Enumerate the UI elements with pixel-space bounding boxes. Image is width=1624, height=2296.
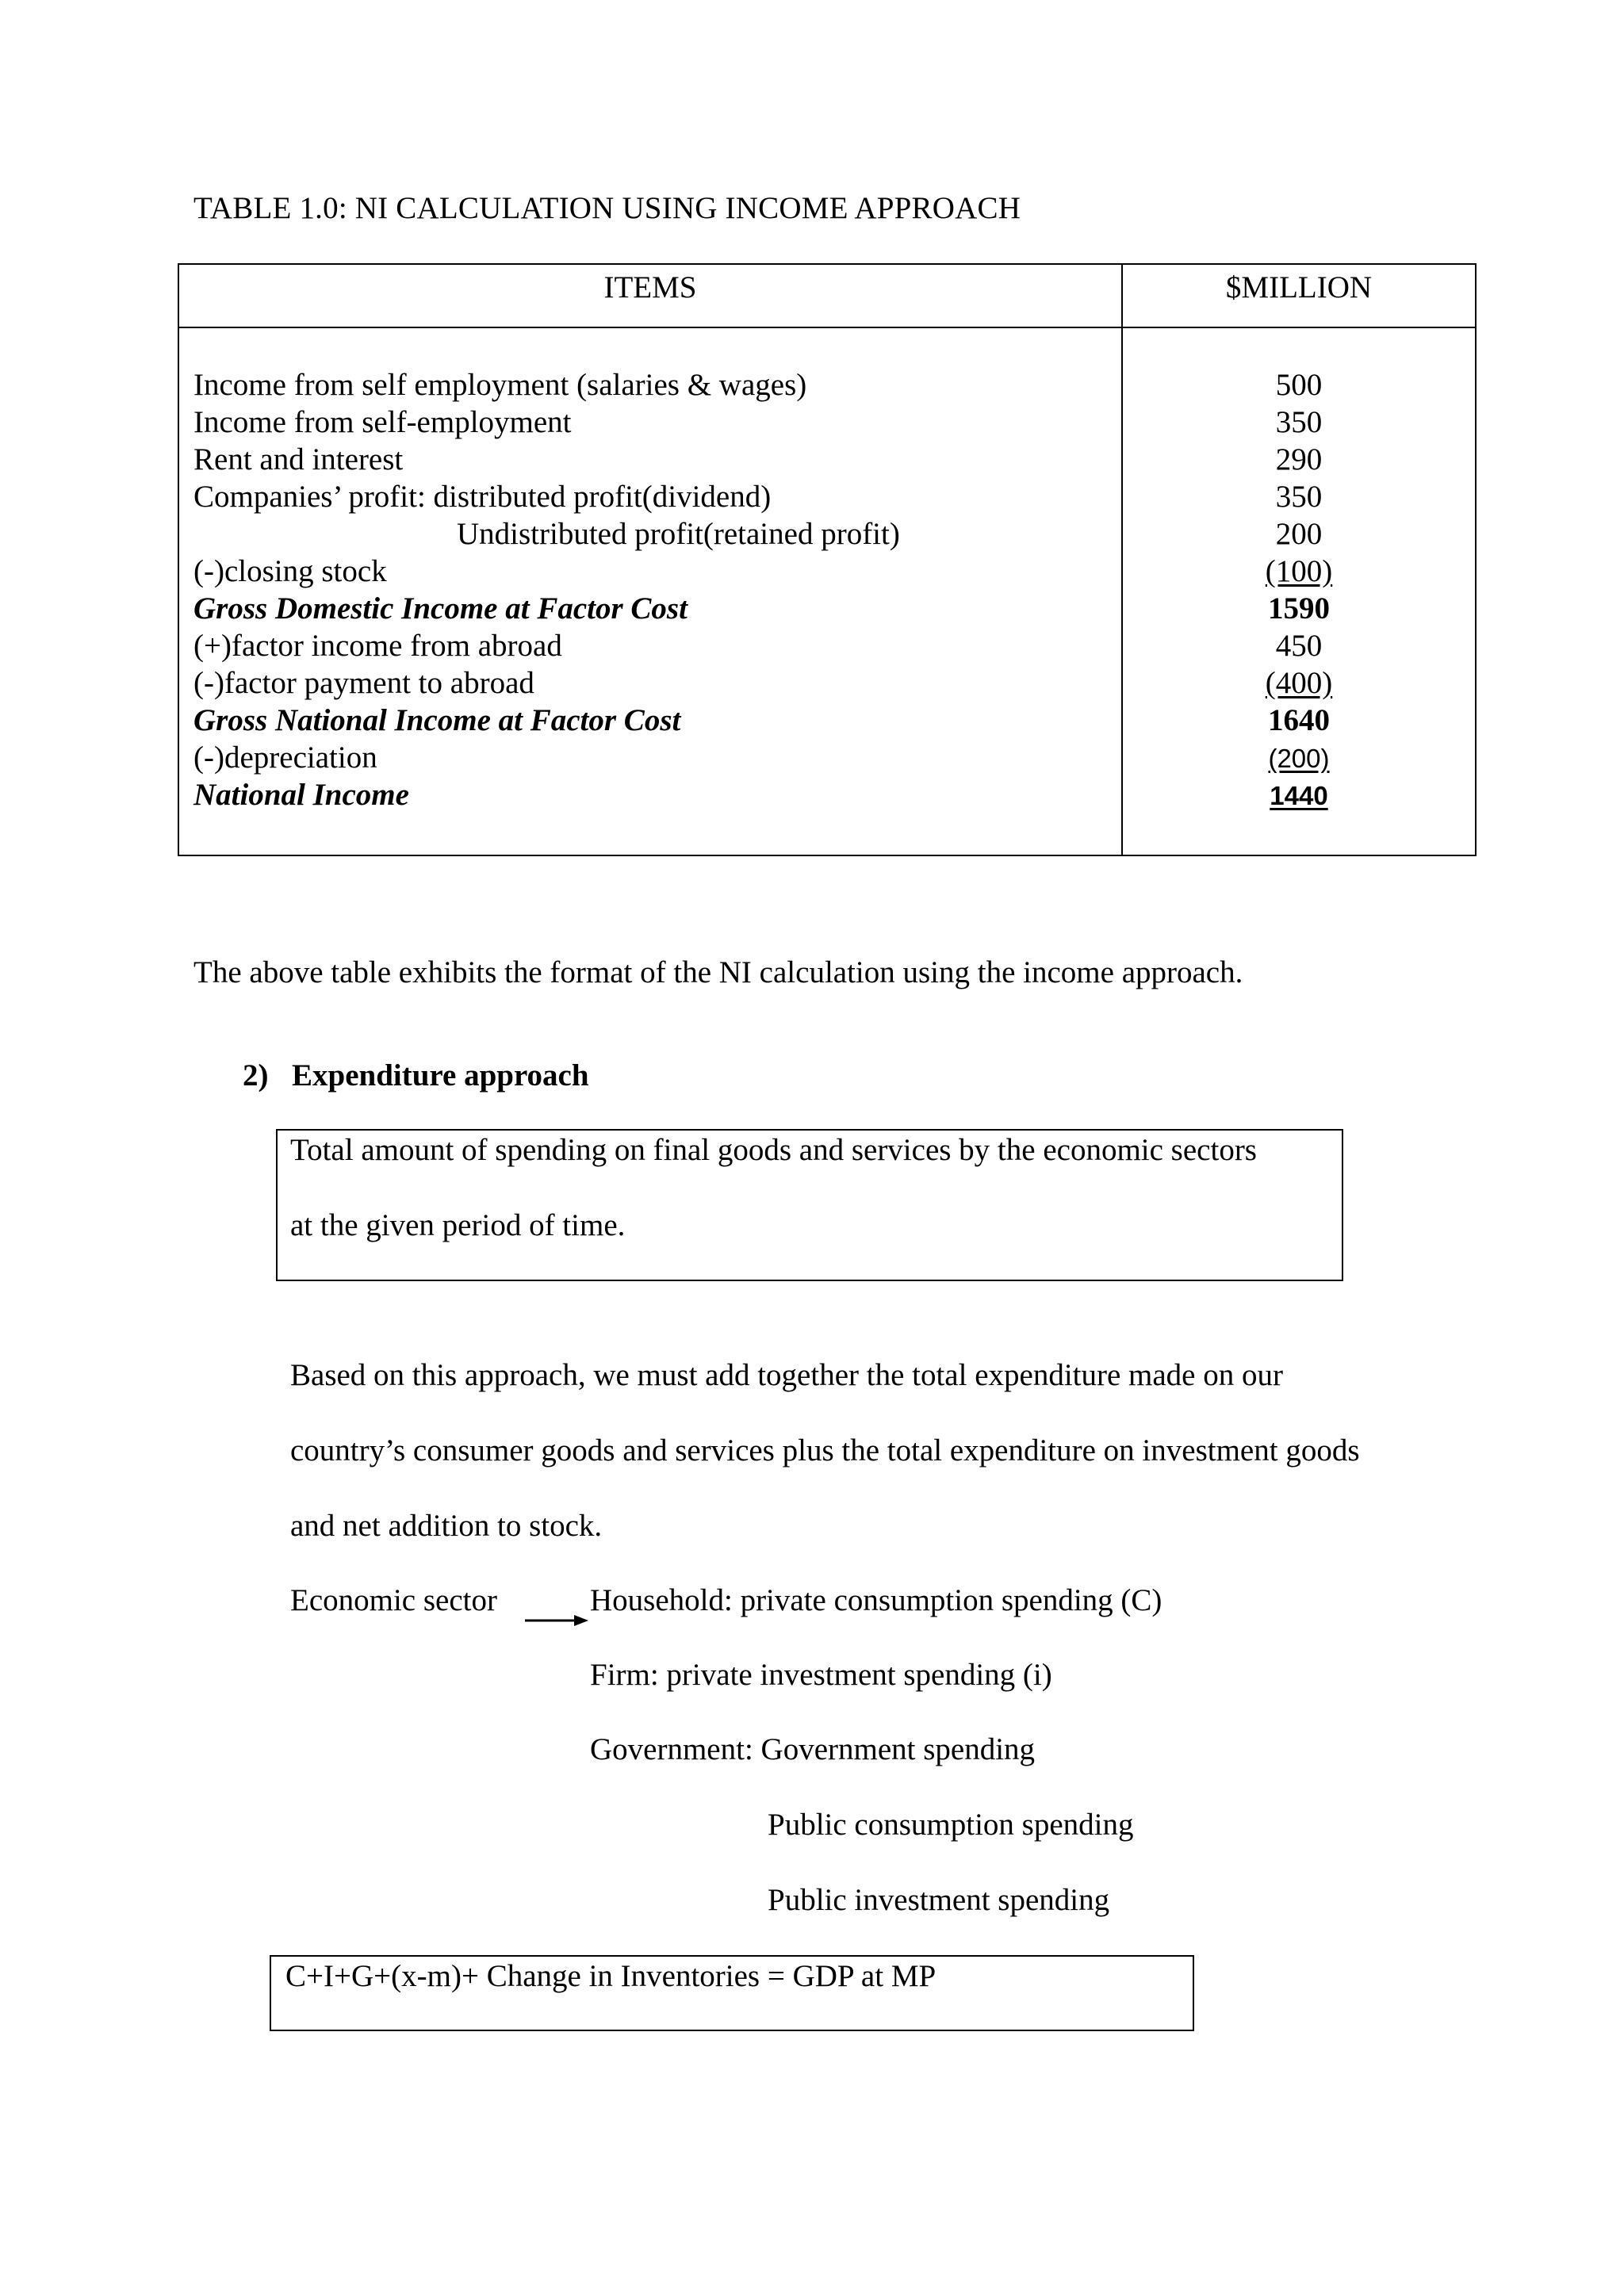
row-label: Gross National Income at Factor Cost — [193, 703, 681, 737]
household-item: Household: private consumption spending (C) — [590, 1583, 1162, 1617]
right-arrow-icon — [525, 1615, 588, 1626]
row-value: 1440 — [1270, 781, 1328, 810]
row-value: 500 — [1275, 368, 1323, 402]
row-value: 200 — [1275, 517, 1323, 551]
definition-line: Total amount of spending on final goods and services by the economic sectors — [290, 1133, 1257, 1167]
body-line: and net addition to stock. — [290, 1509, 603, 1543]
table-row — [179, 404, 1475, 441]
header-divider — [179, 327, 1475, 328]
row-value: (100) — [1265, 554, 1333, 588]
body-line: country’s consumer goods and services plus the total expenditure on investment goods — [290, 1433, 1360, 1468]
row-value: 290 — [1275, 442, 1323, 476]
public-consumption-item: Public consumption spending — [768, 1808, 1134, 1842]
table-caption: The above table exhibits the format of the NI calculation using the income approach. — [193, 955, 1243, 989]
body-line: Based on this approach, we must add together the total expenditure made on our — [290, 1358, 1283, 1392]
table-row — [179, 702, 1475, 739]
row-label: (+)factor income from abroad — [193, 629, 562, 663]
table-row — [179, 590, 1475, 627]
table-row — [179, 478, 1475, 515]
table-row — [179, 776, 1475, 813]
row-label: Income from self employment (salaries & wages) — [193, 368, 807, 402]
row-label: Companies’ profit: distributed profit(dividend) — [193, 480, 772, 514]
table-row — [179, 739, 1475, 776]
table-title: TABLE 1.0: NI CALCULATION USING INCOME APPROACH — [193, 191, 1021, 225]
section-heading: Expenditure approach — [292, 1058, 589, 1093]
row-label: (-)depreciation — [193, 740, 377, 775]
amount-column-header: $MILLION — [1225, 270, 1373, 304]
definition-line: at the given period of time. — [290, 1208, 626, 1242]
row-value: 350 — [1275, 405, 1323, 439]
section-number: 2) — [243, 1058, 269, 1093]
row-value: (200) — [1268, 744, 1330, 773]
row-value: 350 — [1275, 480, 1323, 514]
table-row — [179, 515, 1475, 553]
gdp-formula: C+I+G+(x-m)+ Change in Inventories = GDP at MP — [285, 1959, 936, 1993]
row-label: (-)factor payment to abroad — [193, 666, 534, 700]
row-value: 450 — [1275, 629, 1323, 663]
sector-label: Economic sector — [290, 1583, 497, 1617]
row-label: Rent and interest — [193, 442, 404, 476]
row-label: Income from self-employment — [193, 405, 572, 439]
public-investment-item: Public investment spending — [768, 1883, 1110, 1917]
firm-item: Firm: private investment spending (i) — [590, 1658, 1052, 1692]
row-value: 1640 — [1268, 703, 1330, 737]
row-label: Gross Domestic Income at Factor Cost — [193, 591, 688, 626]
income-approach-table — [178, 263, 1477, 856]
row-label: (-)closing stock — [193, 554, 387, 588]
table-row — [179, 553, 1475, 590]
row-label: National Income — [193, 778, 409, 812]
table-row — [179, 366, 1475, 404]
table-row — [179, 664, 1475, 702]
items-column-header: ITEMS — [603, 270, 697, 304]
row-value: (400) — [1265, 666, 1333, 700]
row-label: Undistributed profit(retained profit) — [457, 517, 900, 551]
formula-box — [270, 1955, 1194, 2031]
table-row — [179, 441, 1475, 478]
government-item: Government: Government spending — [590, 1732, 1036, 1766]
definition-box — [276, 1129, 1343, 1281]
table-row — [179, 627, 1475, 664]
row-value: 1590 — [1268, 591, 1330, 626]
